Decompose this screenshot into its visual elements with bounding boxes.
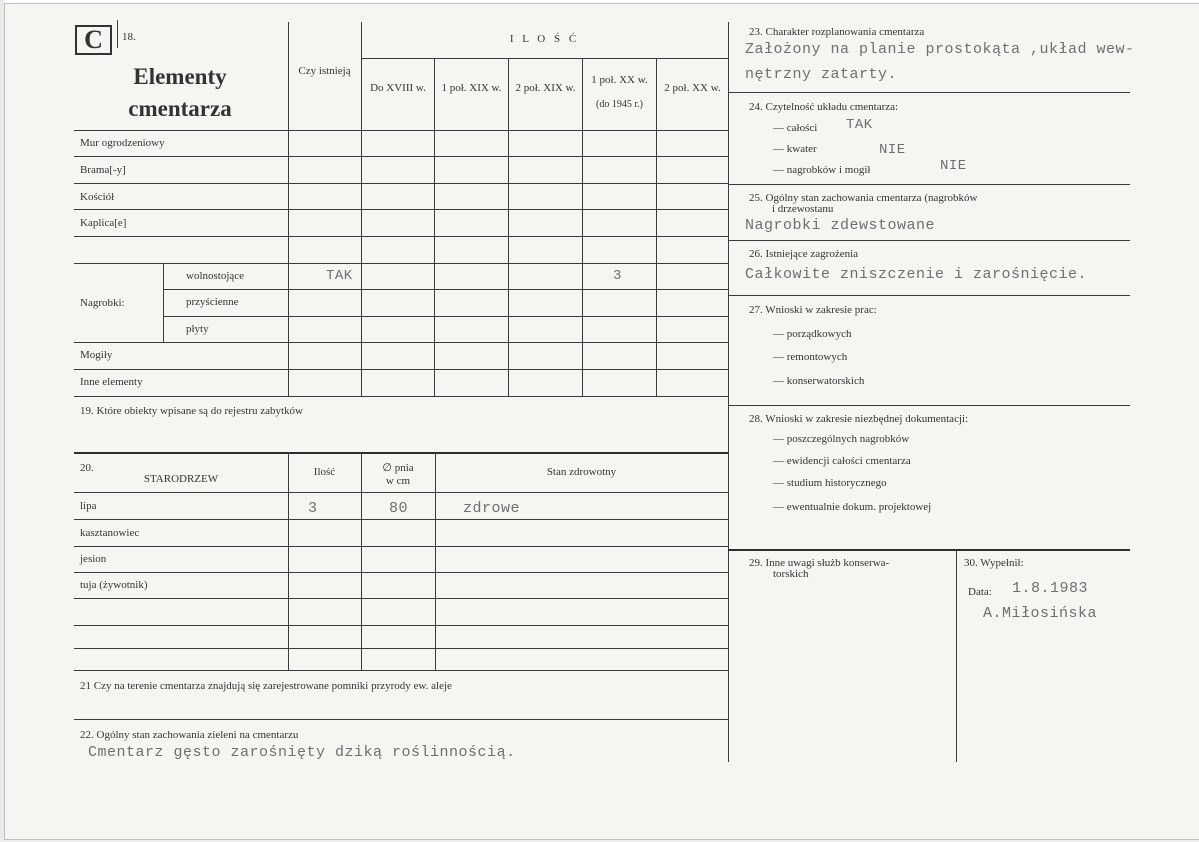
- grid-line: [74, 572, 728, 573]
- grid-line: [74, 648, 728, 649]
- grid-line: [434, 59, 435, 397]
- row-label: Brama[-y]: [80, 164, 126, 176]
- row-label: Mogiły: [80, 349, 113, 361]
- q27-label: 27. Wnioski w zakresie prac:: [749, 304, 877, 316]
- row-label: Kościół: [80, 191, 115, 203]
- section-divider: [728, 240, 1130, 241]
- q25-answer: Nagrobki zdewstowane: [745, 217, 936, 234]
- row-label: płyty: [186, 323, 209, 335]
- grid-line: [956, 550, 957, 762]
- section-letter: C: [75, 25, 112, 55]
- grid-line: [74, 519, 728, 520]
- grid-line: [74, 546, 728, 547]
- record-card: [4, 3, 1199, 840]
- tree-count: 3: [308, 500, 318, 517]
- period-2pol-xix: 2 poł. XIX w.: [515, 82, 576, 94]
- grid-line: [288, 452, 289, 670]
- ilosc-header: I L O Ś Ć: [509, 33, 580, 45]
- q23-answer-1: Założony na planie prostokąta ,układ wew-: [745, 41, 1135, 58]
- diameter-label: pnia: [394, 462, 414, 474]
- wolnostojace-1polxx-value: 3: [613, 268, 622, 284]
- tree-name: jesion: [80, 553, 107, 565]
- q30-date-label: Data:: [968, 586, 992, 598]
- tree-diameter: 80: [389, 500, 409, 517]
- section-divider: [728, 295, 1130, 296]
- trees-col-diameter: [361, 462, 435, 475]
- q21-label: 21 Czy na terenie cmentarza znajdują się zarejestrowane pomniki przyrody ew. aleje: [80, 680, 452, 692]
- tree-name: tuja (żywotnik): [80, 579, 148, 591]
- period-1pol-xix: 1 poł. XIX w.: [441, 82, 502, 94]
- q25-label-1: 25. Ogólny stan zachowania cmentarza (nagrobków: [749, 192, 978, 204]
- q24-item: — nagrobków i mogił: [773, 164, 871, 176]
- grid-line: [361, 58, 728, 59]
- row-label: przyścienne: [186, 296, 239, 308]
- grid-line: [163, 316, 728, 317]
- grid-line: [508, 59, 509, 397]
- divider: [117, 20, 118, 48]
- tree-name: lipa: [80, 500, 97, 512]
- trees-header: STARODRZEW: [143, 473, 219, 485]
- q27-item: — remontowych: [773, 351, 848, 363]
- grid-line: [74, 209, 728, 210]
- grid-line: [74, 598, 728, 599]
- grid-line: [74, 236, 728, 237]
- grid-line: [74, 342, 728, 343]
- q24-answer: NIE: [879, 142, 906, 158]
- grid-line: [361, 452, 362, 670]
- q29-label-1: 29. Inne uwagi służb konserwa-: [749, 557, 890, 569]
- section-divider: [74, 719, 728, 720]
- section-title-2: cmentarza: [128, 96, 232, 121]
- trees-col-diameter-unit: w cm: [385, 475, 411, 487]
- tree-health: zdrowe: [463, 500, 521, 517]
- q27-item: — porządkowych: [773, 328, 852, 340]
- q26-answer: Całkowite zniszczenie i zarośnięcie.: [745, 266, 1088, 283]
- period-2pol-xx: 2 poł. XX w.: [664, 82, 721, 94]
- grid-line: [656, 59, 657, 397]
- q30-label: 30. Wypełnił:: [964, 557, 1024, 569]
- q24-label: 24. Czytelność układu cmentarza:: [749, 101, 899, 113]
- row-label: Inne elementy: [80, 376, 143, 388]
- q22-label: 22. Ogólny stan zachowania zieleni na cmentarzu: [80, 729, 299, 741]
- q28-item: — ewidencji całości cmentarza: [773, 455, 911, 467]
- wolnostojace-exists-value: TAK: [326, 268, 353, 284]
- trees-number: 20.: [80, 462, 94, 474]
- q28-item: — poszczególnych nagrobków: [773, 433, 910, 445]
- row-label: Kaplica[e]: [80, 217, 127, 229]
- grid-line: [74, 130, 728, 131]
- q28-label: 28. Wnioski w zakresie niezbędnej dokumentacji:: [749, 413, 969, 425]
- period-1pol-xx-note: (do 1945 r.): [596, 99, 643, 110]
- trees-col-count: Ilość: [313, 466, 336, 478]
- q29-label-2: torskich: [773, 568, 809, 580]
- trees-col-health: Stan zdrowotny: [546, 466, 617, 478]
- q30-name: A.Miłosińska: [983, 605, 1098, 622]
- q23-label: 23. Charakter rozplanowania cmentarza: [749, 26, 925, 38]
- section-title-1: Elementy: [133, 64, 227, 89]
- grid-line: [435, 452, 436, 670]
- q26-label: 26. Istniejące zagrożenia: [749, 248, 859, 260]
- row-label: wolnostojące: [186, 270, 245, 282]
- period-1pol-xx: 1 poł. XX w.: [591, 74, 648, 86]
- q28-item: — studium historycznego: [773, 477, 887, 489]
- q24-answer: NIE: [940, 158, 967, 174]
- col-exists: Czy istnieją: [298, 65, 351, 77]
- q27-item: — konserwatorskich: [773, 375, 865, 387]
- q24-item: — całości: [773, 122, 818, 134]
- grid-line: [163, 289, 728, 290]
- grid-line: [74, 369, 728, 370]
- q23-answer-2: nętrzny zatarty.: [745, 66, 898, 83]
- section-divider: [74, 452, 728, 454]
- q19-label: 19. Które obiekty wpisane są do rejestru zabytków: [80, 405, 303, 417]
- grid-line: [74, 263, 728, 264]
- period-xviii: Do XVIII w.: [370, 82, 426, 94]
- grid-line: [163, 264, 164, 342]
- diameter-symbol: ∅: [382, 462, 392, 474]
- grid-line: [74, 183, 728, 184]
- grid-line: [74, 670, 728, 671]
- q24-answer: TAK: [846, 117, 873, 133]
- q30-date: 1.8.1983: [1012, 580, 1089, 597]
- row-label: Mur ogrodzeniowy: [80, 137, 165, 149]
- grid-line: [74, 492, 728, 493]
- q24-item: — kwater: [773, 143, 817, 155]
- section-divider: [728, 405, 1130, 406]
- nagrobki-label: Nagrobki:: [80, 297, 125, 309]
- center-divider: [728, 22, 729, 762]
- q28-item: — ewentualnie dokum. projektowej: [773, 501, 932, 513]
- section-divider: [728, 549, 1130, 551]
- section-number: 18.: [122, 31, 136, 43]
- section-divider: [728, 92, 1130, 93]
- tree-name: kasztanowiec: [80, 527, 140, 539]
- grid-line: [74, 625, 728, 626]
- section-divider: [728, 184, 1130, 185]
- q25-label-2: i drzewostanu: [772, 203, 834, 215]
- grid-line: [74, 156, 728, 157]
- grid-line: [74, 396, 728, 397]
- q22-answer: Cmentarz gęsto zarośnięty dziką roślinnością.: [88, 744, 516, 761]
